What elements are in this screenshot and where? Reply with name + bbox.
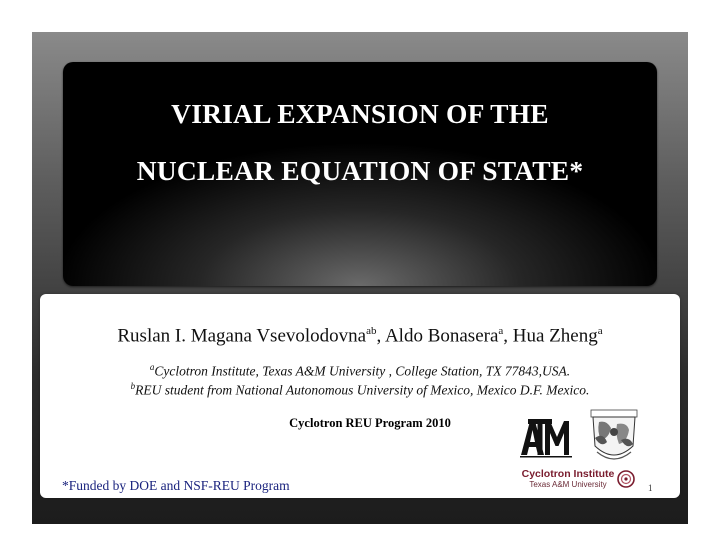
author-name: Aldo Bonasera — [384, 325, 499, 347]
cyclotron-institute-logo — [521, 468, 635, 492]
affiliation-text: REU student from National Autonomous University of Mexico, Mexico D.F. Mexico. — [135, 382, 590, 398]
page-number: 1 — [648, 483, 653, 493]
cyclotron-mark-icon — [617, 470, 635, 488]
author-name: Hua Zheng — [512, 325, 598, 347]
affiliation-mark: b — [130, 381, 136, 391]
affiliation-text: Cyclotron Institute, Texas A&M University , College Station, TX 77843,USA. — [154, 363, 571, 379]
texas-am-logo — [519, 417, 574, 459]
author-list — [40, 325, 680, 347]
program-name: Cyclotron REU Program 2010 — [289, 416, 451, 430]
author-separator: , — [503, 325, 513, 347]
author-name: Ruslan I. Magana Vsevolodovna — [117, 325, 367, 347]
slide-title-line-1: VIRIAL EXPANSION OF THE — [171, 98, 549, 129]
author-separator: , — [376, 325, 385, 347]
affiliation-b — [40, 381, 680, 399]
affiliation-a — [40, 362, 680, 380]
author-affiliation-mark: ab — [366, 325, 377, 337]
cyclotron-logo-subtitle: Texas A&M University — [529, 480, 607, 489]
cyclotron-logo-name: Cyclotron Institute — [521, 468, 615, 480]
affiliation-mark: a — [149, 362, 155, 372]
author-affiliation-mark: a — [498, 325, 504, 337]
funding-note: *Funded by DOE and NSF-REU Program — [62, 478, 290, 493]
unam-seal-icon — [587, 408, 641, 466]
slide-title-line-2: NUCLEAR EQUATION OF STATE* — [136, 155, 584, 186]
author-affiliation-mark: a — [597, 325, 603, 337]
